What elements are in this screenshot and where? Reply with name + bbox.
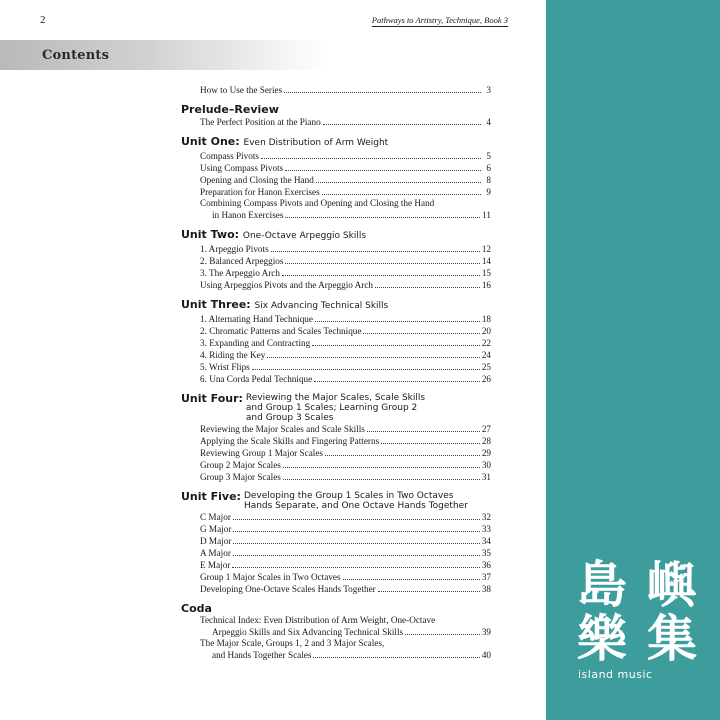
toc-entry-page: 25 [481,362,491,372]
toc-entry-label: The Perfect Position at the Piano [200,117,321,127]
section-subtitle: Six Advancing Technical Skills [254,301,389,311]
toc-entry-label: 3. The Arpeggio Arch [200,268,280,278]
toc-entry-label: The Major Scale, Groups 1, 2 and 3 Major Scales, [200,638,385,648]
dot-leader [378,591,480,592]
toc-entry-label: C Major [200,512,231,522]
toc-entry-page: 40 [481,650,491,660]
toc-entry-label-continued: and Hands Together Scales [212,650,312,660]
dot-leader [375,287,480,288]
toc-entry[interactable] [181,535,491,547]
toc-entry-page: 4 [486,117,491,127]
toc-entry-label-continued: Arpeggio Skills and Six Advancing Technical Skills [212,627,404,637]
toc-entry-label: Group 2 Major Scales [200,460,281,470]
toc-entry-label: E Major [200,560,231,570]
section-heading-text: Unit Three: [181,298,251,311]
toc-entry-page: 31 [481,472,491,482]
toc-entry[interactable] [181,162,491,174]
dot-leader [316,182,481,183]
toc-entry-multiline[interactable] [181,198,491,221]
toc-entry-label: Developing One-Octave Scales Hands Together [200,584,376,594]
brand-logo [572,558,702,681]
toc-entry[interactable] [181,459,491,471]
dot-leader [284,92,481,93]
toc-entry-label: Using Compass Pivots [200,163,284,173]
toc-entry-page: 32 [481,512,491,522]
toc-entry-label-continued: in Hanon Exercises [212,210,284,220]
toc-entry-page: 37 [481,572,491,582]
toc-entry-label: Opening and Closing the Hand [200,175,314,185]
toc-entry-label: Applying the Scale Skills and Fingering Patterns [200,436,380,446]
dot-leader [323,124,481,125]
toc-entry[interactable] [181,435,491,447]
dot-leader [322,194,481,195]
toc-entry-multiline[interactable] [181,638,491,661]
toc-entry-page: 6 [486,163,491,173]
dot-leader [285,263,479,264]
section-heading-text: Unit Four: [181,392,243,405]
toc-entry[interactable] [181,523,491,535]
dot-leader [325,455,480,456]
toc-entry[interactable] [181,559,491,571]
toc-entry-label: Reviewing Group 1 Major Scales [200,448,323,458]
toc-entry-label: 3. Expanding and Contracting [200,338,311,348]
logo-wordmark: island music [578,668,653,681]
toc-entry[interactable] [181,447,491,459]
section-heading-text: Prelude–Review [181,103,279,116]
dot-leader [363,333,479,334]
dot-leader [315,321,480,322]
page-number: 2 [40,14,46,26]
toc-entry-label: 5. Wrist Flips [200,362,250,372]
dot-leader [285,170,481,171]
dot-leader [285,217,480,218]
toc-entry[interactable] [181,361,491,373]
dot-leader [367,431,480,432]
toc-entry-page: 38 [481,584,491,594]
toc-entry-label: Group 1 Major Scales in Two Octaves [200,572,341,582]
toc-entry-page: 22 [481,338,491,348]
logo-glyph: 島 [577,556,627,614]
running-head: Pathways to Artistry, Technique, Book 3 [371,15,508,25]
toc-entry[interactable] [181,174,491,186]
toc-entry-page: 29 [481,448,491,458]
toc-entry-label: A Major [200,548,231,558]
toc-entry-page: 27 [481,424,491,434]
toc-entry-page: 30 [481,460,491,470]
toc-entry[interactable] [181,547,491,559]
toc-entry-label: 2. Balanced Arpeggios [200,256,284,266]
toc-entry[interactable] [181,243,491,255]
toc-entry-label: Using Arpeggios Pivots and the Arpeggio Arch [200,280,374,290]
dot-leader [312,345,480,346]
toc-entry-page: 8 [486,175,491,185]
toc-entry[interactable] [181,84,491,96]
dot-leader [282,275,480,276]
section-subtitle [243,392,425,423]
toc-entry-label: 1. Arpeggio Pivots [200,244,269,254]
section-heading-unit-five [181,490,491,511]
toc-entry-page: 20 [481,326,491,336]
toc-entry-page: 12 [481,244,491,254]
dot-leader [283,467,480,468]
logo-glyph: 集 [647,610,697,668]
toc-entry-label: Preparation for Hanon Exercises [200,187,320,197]
toc-entry-label: 2. Chromatic Patterns and Scales Technique [200,326,362,336]
dot-leader [271,251,480,252]
dot-leader [314,381,480,382]
section-subtitle-line: Hands Separate, and One Octave Hands Together [243,501,468,511]
toc-entry-label: Group 3 Major Scales [200,472,281,482]
toc-entry-page: 26 [481,374,491,384]
toc-entry-label: Combining Compass Pivots and Opening and Closing the Hand [200,198,435,208]
section-heading-prelude [181,103,491,116]
section-subtitle-line: and Group 3 Scales [245,413,334,423]
toc-entry[interactable] [181,337,491,349]
toc-entry-page: 14 [481,256,491,266]
toc-entry-page: 39 [481,627,491,637]
toc-entry[interactable] [181,325,491,337]
toc-entry-label: Technical Index: Even Distribution of Arm Weight, One-Octave [200,615,436,625]
logo-glyph: 樂 [577,610,627,668]
toc-entry-page: 11 [482,210,491,220]
dot-leader [313,657,479,658]
dot-leader [381,443,480,444]
section-heading-unit-two [181,228,491,243]
dot-leader [233,555,480,556]
section-heading-unit-one [181,135,491,150]
toc-entry[interactable] [181,116,491,128]
toc-entry-page: 24 [481,350,491,360]
toc-entry-page: 15 [481,268,491,278]
toc-entry-label: How to Use the Series [200,85,283,95]
toc-entry-label: 6. Una Corda Pedal Technique [200,374,313,384]
section-heading-text: Unit Five: [181,490,241,503]
toc-entry-multiline[interactable] [181,615,491,638]
dot-leader [232,567,479,568]
dot-leader [261,158,481,159]
toc-entry-page: 18 [481,314,491,324]
toc-entry-page: 16 [481,280,491,290]
toc-entry[interactable] [181,150,491,162]
toc-entry[interactable] [181,255,491,267]
section-heading-text: Unit One: [181,135,240,148]
section-heading-unit-three [181,298,491,313]
toc-entry-page: 28 [481,436,491,446]
section-subtitle: One-Octave Arpeggio Skills [242,231,367,241]
toc-entry[interactable] [181,373,491,385]
toc-entry-page: 34 [481,536,491,546]
contents-title: Contents [42,48,110,63]
toc-entry[interactable] [181,571,491,583]
toc-entry-page: 36 [481,560,491,570]
toc-entry-label: 4. Riding the Key [200,350,266,360]
toc-entry[interactable] [181,349,491,361]
dot-leader [233,543,479,544]
toc-entry-label: Compass Pivots [200,151,259,161]
dot-leader [343,579,480,580]
toc-entry-label: 1. Alternating Hand Technique [200,314,313,324]
dot-leader [252,369,480,370]
table-of-contents [181,84,491,661]
toc-entry-label: G Major [200,524,232,534]
toc-entry-page: 35 [481,548,491,558]
toc-entry-page: 5 [486,151,491,161]
toc-entry-label: Reviewing the Major Scales and Scale Skills [200,424,365,434]
toc-entry[interactable] [181,279,491,291]
section-subtitle-line: Reviewing the Major Scales, Scale Skills [245,393,426,403]
section-heading-coda [181,602,491,615]
toc-entry-page: 3 [486,85,491,95]
dot-leader [267,357,479,358]
dot-leader [233,531,479,532]
section-subtitle: Even Distribution of Arm Weight [243,138,389,148]
section-subtitle [241,490,468,511]
toc-entry[interactable] [181,313,491,325]
toc-entry-label: D Major [200,536,232,546]
section-heading-text: Coda [181,602,212,615]
section-subtitle-line: and Group 1 Scales; Learning Group 2 [245,403,418,413]
section-heading-unit-four [181,392,491,423]
toc-entry[interactable] [181,583,491,595]
section-subtitle-line: Developing the Group 1 Scales in Two Octaves [243,491,454,501]
toc-entry[interactable] [181,267,491,279]
dot-leader [283,479,480,480]
toc-entry[interactable] [181,186,491,198]
dot-leader [233,519,480,520]
toc-entry[interactable] [181,511,491,523]
toc-entry-page: 9 [486,187,491,197]
toc-entry-page: 33 [481,524,491,534]
toc-entry[interactable] [181,471,491,483]
section-heading-text: Unit Two: [181,228,240,241]
toc-entry[interactable] [181,423,491,435]
logo-glyph: 嶼 [647,556,697,614]
dot-leader [405,634,480,635]
